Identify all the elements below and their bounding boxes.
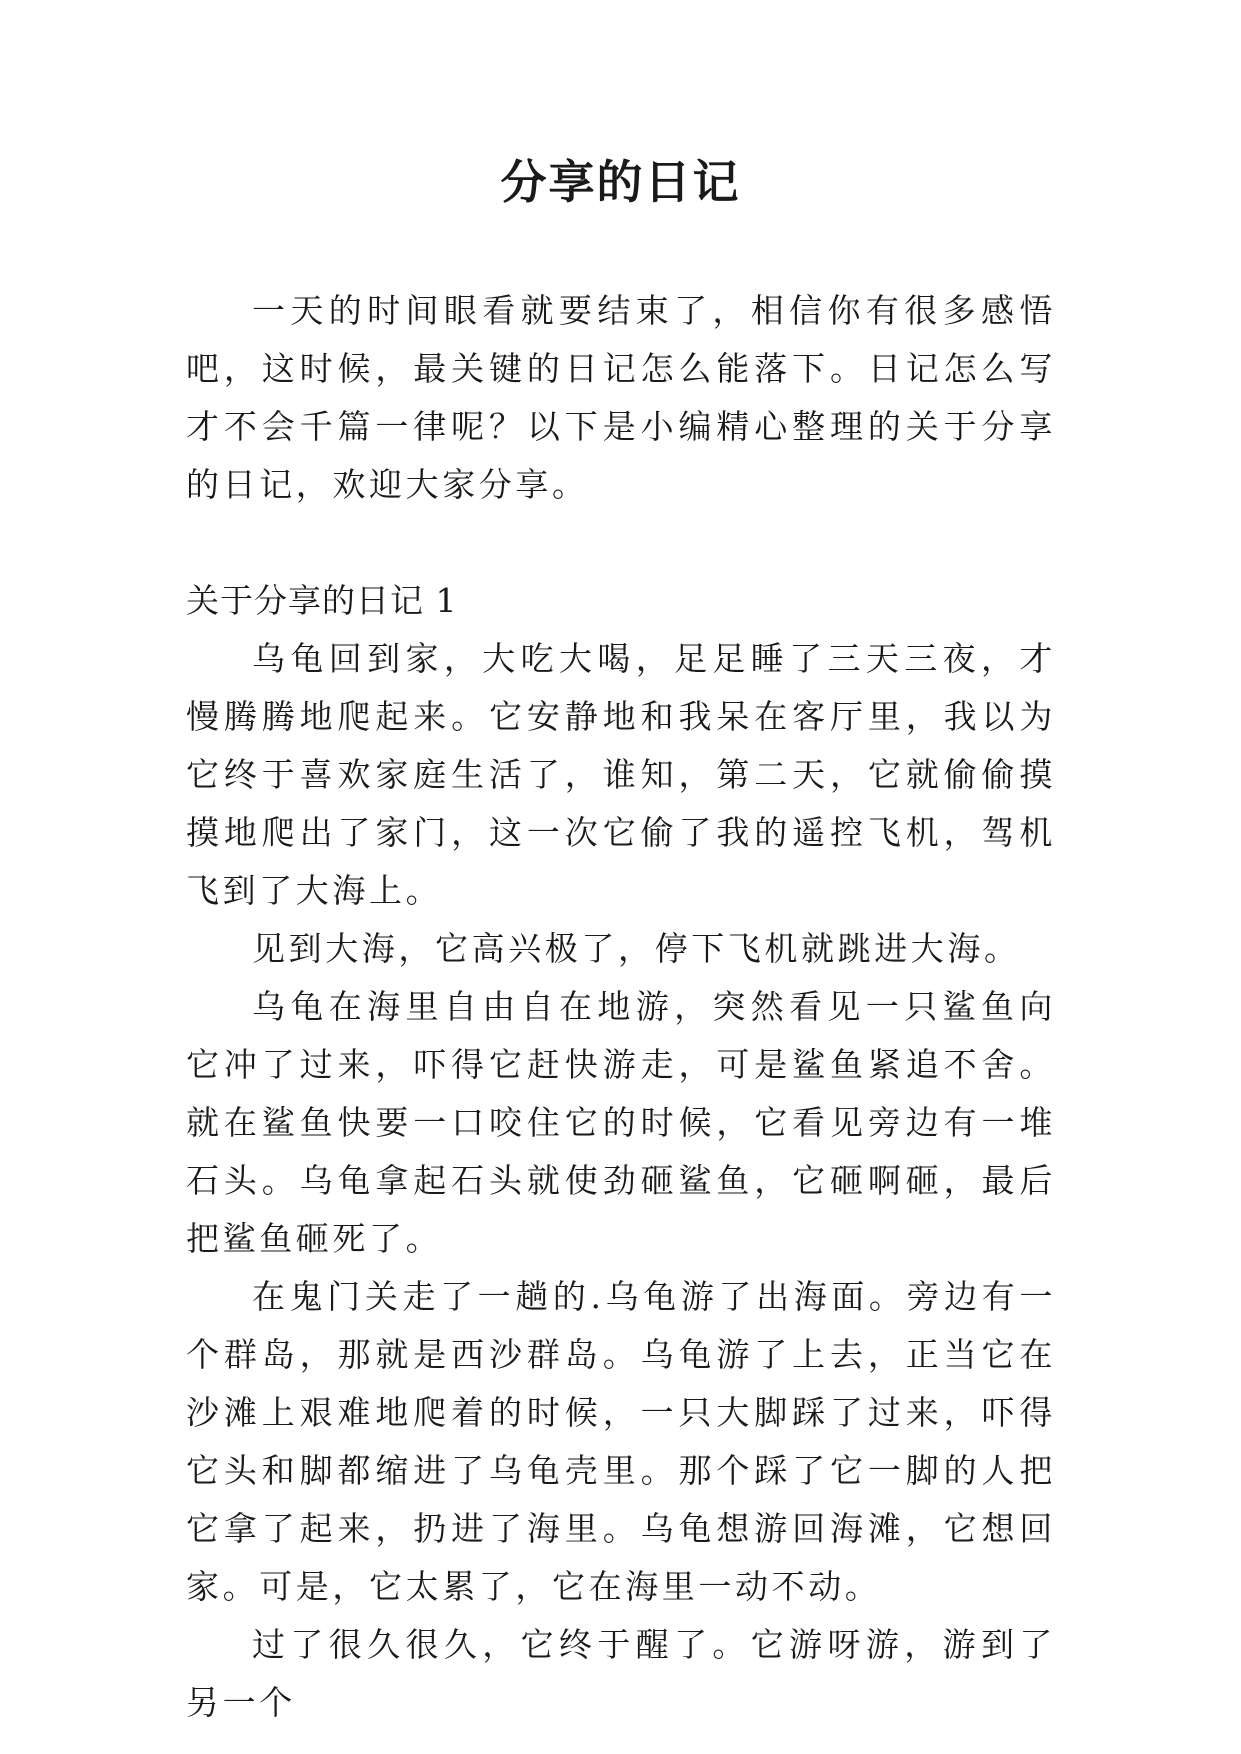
- document-body: [186, 282, 1056, 1732]
- body-paragraph: 乌龟在海里自由自在地游，突然看见一只鲨鱼向它冲了过来，吓得它赶快游走，可是鲨鱼紧追不舍。就在鲨鱼快要一口咬住它的时候，它看见旁边有一堆石头。乌龟拿起石头就使劲砸鲨鱼，它砸啊砸，最后把鲨鱼砸死了。: [186, 987, 1056, 1258]
- body-paragraph: 见到大海，它高兴极了，停下飞机就跳进大海。: [252, 929, 1021, 968]
- body-paragraph: 过了很久很久，它终于醒了。它游呀游，游到了另一个: [186, 1625, 1056, 1722]
- body-paragraph: 在鬼门关走了一趟的.乌龟游了出海面。旁边有一个群岛，那就是西沙群岛。乌龟游了上去，正当它在沙滩上艰难地爬着的时候，一只大脚踩了过来，吓得它头和脚都缩进了乌龟壳里。那个踩了它一脚的人把它拿了起来，扔进了海里。乌龟想游回海滩，它想回家。可是，它太累了，它在海里一动不动。: [186, 1277, 1056, 1606]
- section-heading: 关于分享的日记 1: [186, 581, 458, 620]
- intro-paragraph: 一天的时间眼看就要结束了，相信你有很多感悟吧，这时候，最关键的日记怎么能落下。日记怎么写才不会千篇一律呢？以下是小编精心整理的关于分享的日记，欢迎大家分享。: [186, 291, 1056, 504]
- body-paragraph: 乌龟回到家，大吃大喝，足足睡了三天三夜，才慢腾腾地爬起来。它安静地和我呆在客厅里，我以为它终于喜欢家庭生活了，谁知，第二天，它就偷偷摸摸地爬出了家门，这一次它偷了我的遥控飞机，驾机飞到了大海上。: [186, 639, 1056, 910]
- document-title: 分享的日记: [500, 155, 741, 209]
